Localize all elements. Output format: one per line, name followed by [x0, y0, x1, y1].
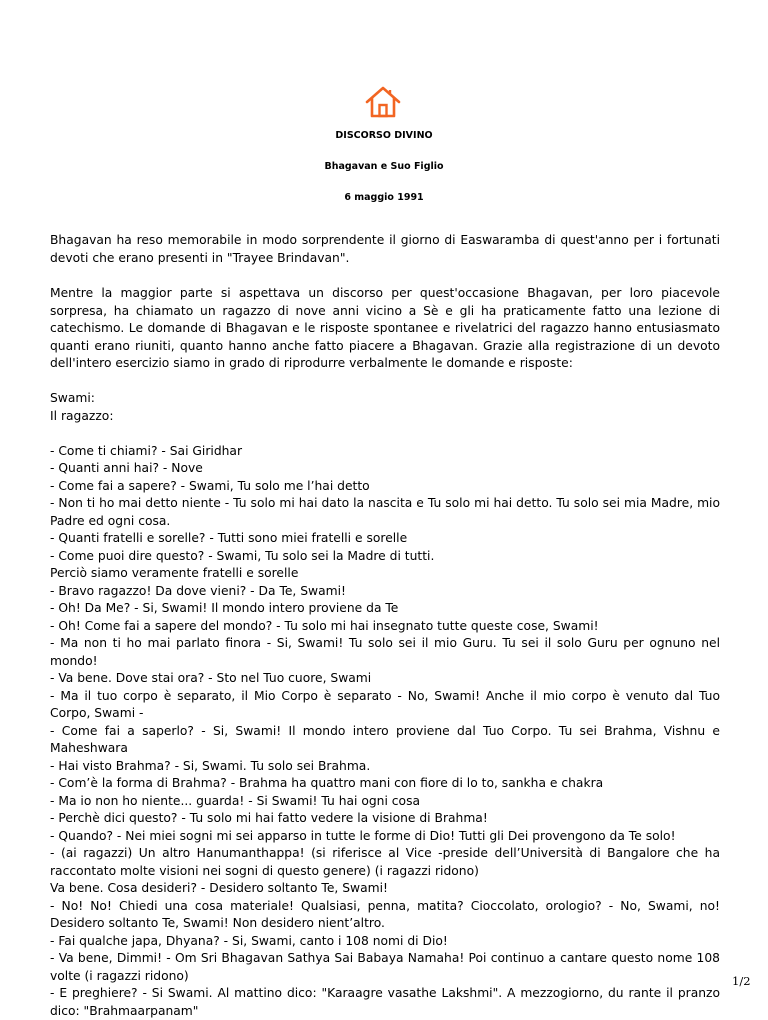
speaker-swami: Swami: — [50, 391, 95, 405]
dialogue-line: - E preghiere? - Si Swami. Al mattino dico: "Karaagre vasathe Lakshmi". A mezzogiorno, du rante il pranzo dico: "Brahmaarpanam" — [50, 986, 720, 1018]
dialogue-line: - Quanti fratelli e sorelle? - Tutti sono miei fratelli e sorelle — [50, 531, 408, 545]
dialogue-line: Perciò siamo veramente fratelli e sorelle — [50, 566, 299, 580]
intro-paragraph: Bhagavan ha reso memorabile in modo sorprendente il giorno di Easwaramba di quest'anno per i fortunati devoti che erano presenti in "Trayee Brindavan". — [50, 233, 720, 265]
dialogue-line: - Fai qualche japa, Dhyana? - Si, Swami, canto i 108 nomi di Dio! — [50, 933, 448, 948]
dialogue-line: - Oh! Come fai a sapere del mondo? - Tu solo mi hai insegnato tutte queste cose, Swami! — [50, 618, 599, 633]
dialogue-line: - Bravo ragazzo! Da dove vieni? - Da Te, Swami! — [50, 583, 346, 598]
dialogue-line: - Come fai a sapere? - Swami, Tu solo me l’hai detto — [50, 478, 370, 493]
dialogue-line: - Va bene, Dimmi! - Om Sri Bhagavan Sathya Sai Babaya Namaha! Poi continuo a cantare questo nome 108 volte (i ragazzi ridono) — [50, 951, 720, 983]
document-date: 6 maggio 1991 — [344, 192, 424, 203]
dialogue-line: - (ai ragazzi) Un altro Hanumanthappa! (si riferisce al Vice -preside dell’Università di Bangalore che ha raccontato molte visioni nei sogni di questo genere) (i ragazzi ridono) — [50, 846, 720, 878]
dialogue-line: - Com’è la forma di Brahma? - Brahma ha quattro mani con fiore di lo to, sankha e chakra — [50, 776, 604, 790]
dialogue-line: - Quanti anni hai? - Nove — [50, 461, 203, 475]
context-paragraph: Mentre la maggior parte si aspettava un discorso per quest'occasione Bhagavan, per loro piacevole sorpresa, ha chiamato un ragazzo di nove anni vicino a Sè e gli ha praticamente fatto una lezione di catechismo. Le domande di Bhagavan e le risposte spontanee e rivelatrici del ragazzo hanno entusiasmato quanti erano riuniti, quanto hanno anche fatto piacere a Bhagavan. Grazie alla registrazione di un devoto dell'intero esercizio siamo in grado di riprodurre verbalmente le domande e risposte: — [50, 286, 720, 370]
dialogue-line: - Ma io non ho niente... guarda! - Si Swami! Tu hai ogni cosa — [50, 793, 421, 808]
dialogue-line: - Va bene. Dove stai ora? - Sto nel Tuo cuore, Swami — [50, 671, 372, 685]
dialogue-block — [50, 390, 720, 1020]
dialogue-line: - Ma non ti ho mai parlato finora - Si, Swami! Tu solo sei il mio Guru. Tu sei il solo Guru per ognuno nel mondo! — [50, 636, 720, 668]
dialogue-line: - Quando? - Nei miei sogni mi sei apparso in tutte le forme di Dio! Tutti gli Dei provengono da Te solo! — [50, 828, 676, 843]
dialogue-line: - Hai visto Brahma? - Si, Swami. Tu solo sei Brahma. — [50, 758, 371, 773]
dialogue-line: - Oh! Da Me? - Si, Swami! Il mondo intero proviene da Te — [50, 601, 399, 615]
dialogue-line: - Come puoi dire questo? - Swami, Tu solo sei la Madre di tutti. — [50, 548, 435, 563]
dialogue-line: Va bene. Cosa desideri? - Desidero soltanto Te, Swami! — [50, 881, 388, 895]
speaker-boy: Il ragazzo: — [50, 408, 114, 423]
dialogue-line: - Ma il tuo corpo è separato, il Mio Corpo è separato - No, Swami! Anche il mio corpo è venuto dal Tuo Corpo, Swami - — [50, 688, 720, 720]
dialogue-line: - Non ti ho mai detto niente - Tu solo mi hai dato la nascita e Tu solo mi hai detto. Tu solo sei mia Madre, mio Padre ed ogni cosa. — [50, 496, 720, 528]
dialogue-line: - Come fai a saperlo? - Si, Swami! Il mondo intero proviene dal Tuo Corpo. Tu sei Brahma, Vishnu e Maheshwara — [50, 723, 720, 755]
dialogue-line: - No! No! Chiedi una cosa materiale! Qualsiasi, penna, matita? Cioccolato, orologio? - No, Swami, no! Desidero soltanto Te, Swami! Non desidero nient’altro. — [50, 898, 720, 930]
dialogue-line: - Perchè dici questo? - Tu solo mi hai fatto vedere la visione di Brahma! — [50, 811, 488, 825]
page-number: 1/2 — [732, 974, 751, 988]
dialogue-line: - Come ti chiami? - Sai Giridhar — [50, 443, 243, 458]
document-subtitle: Bhagavan e Suo Figlio — [324, 161, 444, 172]
home-icon[interactable] — [365, 86, 401, 118]
document-title: DISCORSO DIVINO — [335, 130, 433, 141]
